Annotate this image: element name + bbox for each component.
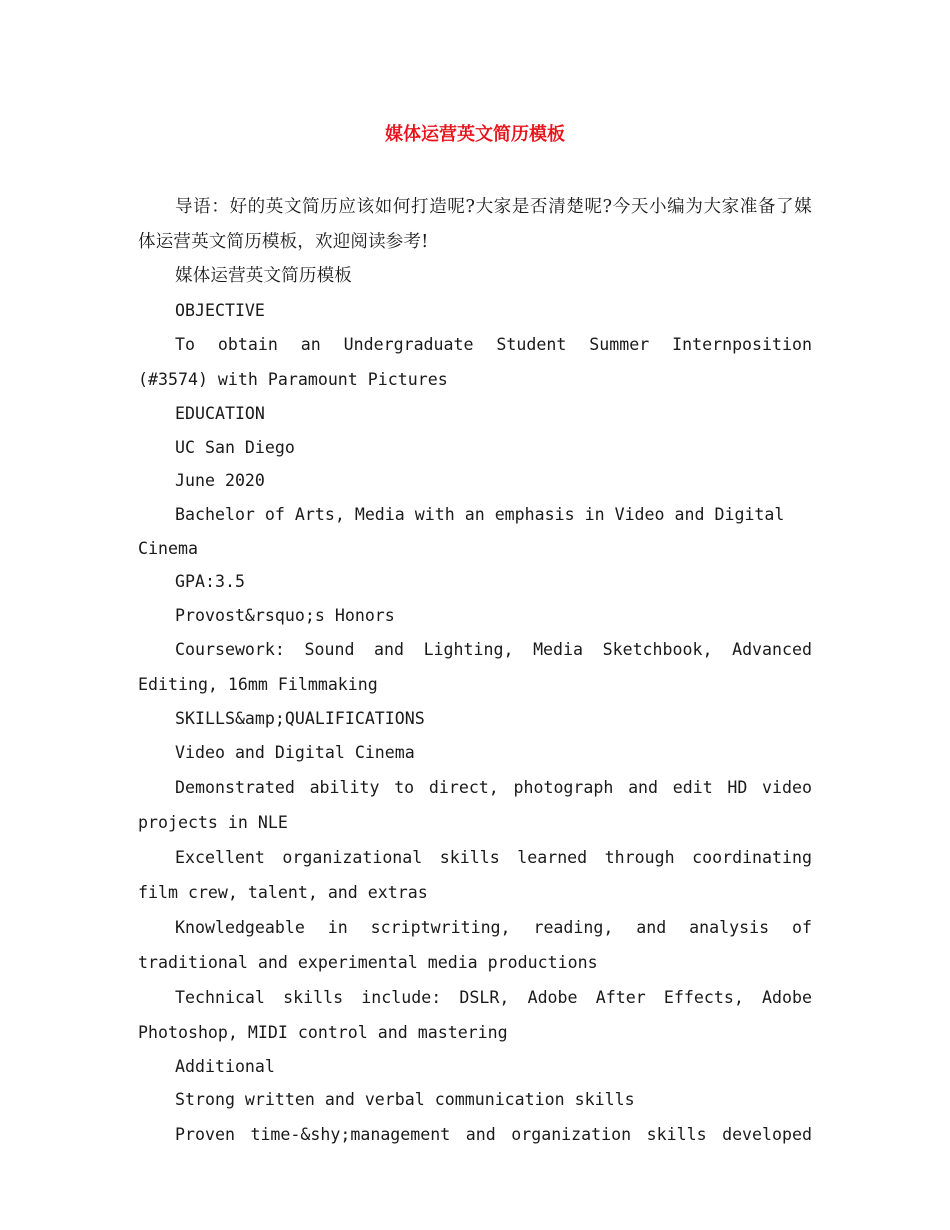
- document-title: 媒体运营英文简历模板: [385, 124, 565, 145]
- skills-label: SKILLS&amp;QUALIFICATIONS: [175, 709, 425, 729]
- skill-item: Excellent organizational skills learned through coordinating film crew, talent, and extras: [138, 847, 812, 902]
- gpa-line: GPA:3.5: [175, 572, 245, 592]
- education-label: EDUCATION: [175, 404, 265, 424]
- school-name: UC San Diego: [175, 437, 295, 457]
- graduation-date: June 2020: [175, 471, 265, 491]
- section-heading: 媒体运营英文简历模板: [175, 266, 352, 286]
- additional-item: Proven time-&shy;management and organization skills developed: [175, 1124, 812, 1144]
- skill-item: Demonstrated ability to direct, photograph and edit HD video projects in NLE: [138, 777, 812, 832]
- honors-line: Provost&rsquo;s Honors: [175, 605, 395, 625]
- objective-label: OBJECTIVE: [175, 300, 265, 320]
- additional-item: Strong written and verbal communication skills: [175, 1090, 635, 1110]
- coursework-text: Coursework: Sound and Lighting, Media Sketchbook, Advanced Editing, 16mm Filmmaking: [138, 640, 812, 695]
- skills-subheading: Video and Digital Cinema: [175, 742, 415, 762]
- intro-paragraph: 导语：好的英文简历应该如何打造呢?大家是否清楚呢?今天小编为大家准备了媒体运营英文简历模板，欢迎阅读参考!: [138, 197, 812, 252]
- skill-item: Technical skills include: DSLR, Adobe After Effects, Adobe Photoshop, MIDI control and mastering: [138, 987, 812, 1042]
- document-body: [138, 190, 812, 1152]
- skill-item: Knowledgeable in scriptwriting, reading, and analysis of traditional and experimental media productions: [138, 917, 812, 972]
- objective-text: To obtain an Undergraduate Student Summer Internposition (#3574) with Paramount Pictures: [138, 335, 812, 390]
- degree-line: Bachelor of Arts, Media with an emphasis in Video and Digital Cinema: [138, 504, 785, 558]
- additional-label: Additional: [175, 1056, 275, 1076]
